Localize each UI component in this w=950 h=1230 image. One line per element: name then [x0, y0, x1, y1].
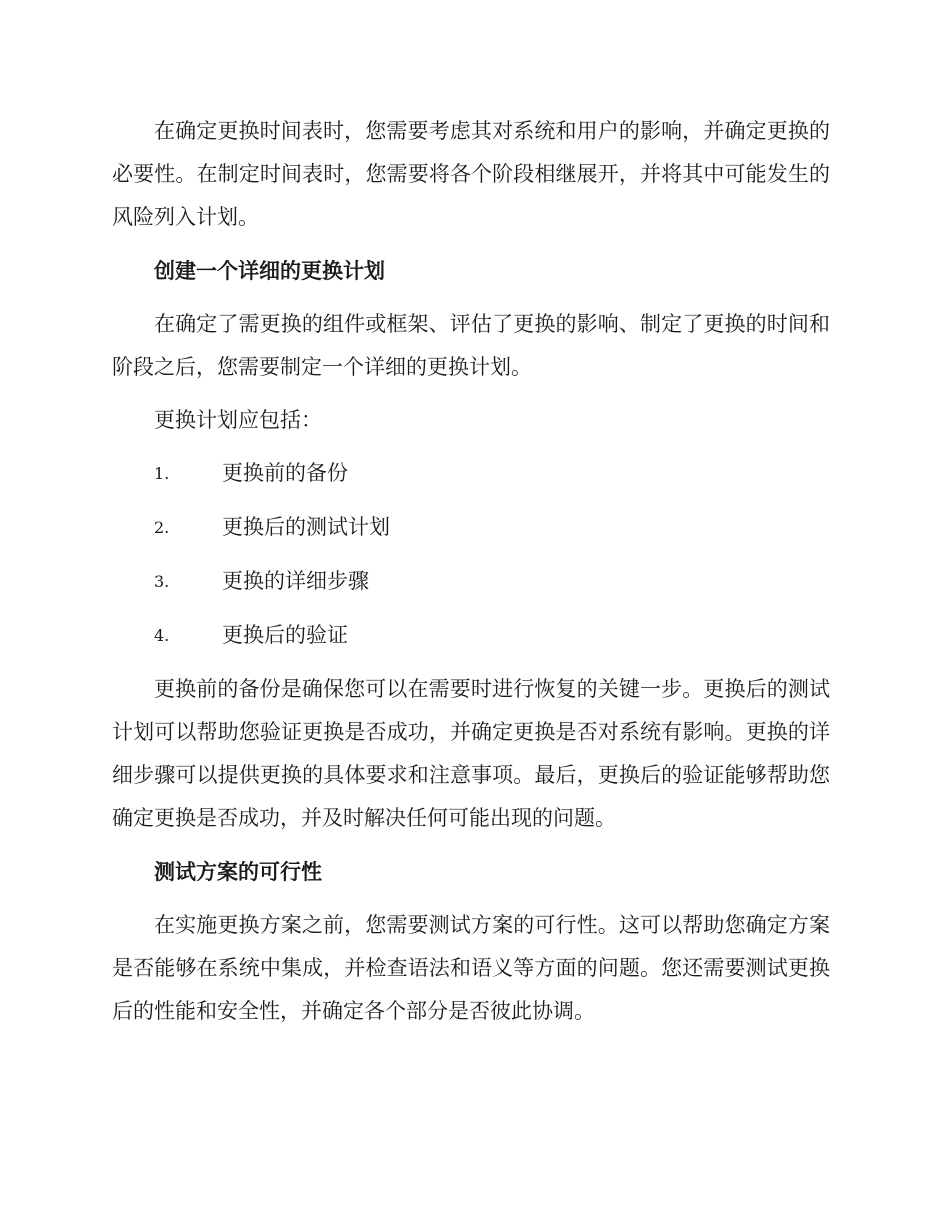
heading-feasibility: 测试方案的可行性: [154, 859, 322, 884]
list-text: 更换前的备份: [222, 461, 348, 485]
document-page: [112, 110, 830, 1043]
list-number: 3.: [154, 572, 170, 591]
paragraph-schedule: 在确定更换时间表时，您需要考虑其对系统和用户的影响，并确定更换的必要性。在制定时间表时，您需要将各个阶段相继展开，并将其中可能发生的风险列入计划。: [112, 119, 830, 229]
list-item: [112, 452, 830, 495]
paragraph-plan-intro: 在确定了需更换的组件或框架、评估了更换的影响、制定了更换的时间和阶段之后，您需要制定一个详细的更换计划。: [112, 312, 830, 379]
plan-list: [112, 452, 830, 657]
list-item: [112, 560, 830, 603]
heading-detailed-plan: 创建一个详细的更换计划: [154, 258, 385, 283]
list-number: 2.: [154, 518, 170, 537]
list-number: 1.: [154, 464, 170, 483]
paragraph-plan-includes: 更换计划应包括：: [154, 408, 322, 432]
paragraph-plan-explanation: 更换前的备份是确保您可以在需要时进行恢复的关键一步。更换后的测试计划可以帮助您验证更换是否成功，并确定更换是否对系统有影响。更换的详细步骤可以提供更换的具体要求和注意事项。最后，更换后的验证能够帮助您确定更换是否成功，并及时解决任何可能出现的问题。: [112, 677, 830, 830]
list-item: [112, 506, 830, 549]
list-item: [112, 614, 830, 657]
list-text: 更换后的测试计划: [222, 515, 390, 539]
list-text: 更换后的验证: [222, 623, 348, 647]
list-number: 4.: [154, 626, 170, 645]
list-text: 更换的详细步骤: [222, 569, 369, 593]
paragraph-feasibility: 在实施更换方案之前，您需要测试方案的可行性。这可以帮助您确定方案是否能够在系统中集成，并检查语法和语义等方面的问题。您还需要测试更换后的性能和安全性，并确定各个部分是否彼此协调。: [112, 913, 830, 1023]
